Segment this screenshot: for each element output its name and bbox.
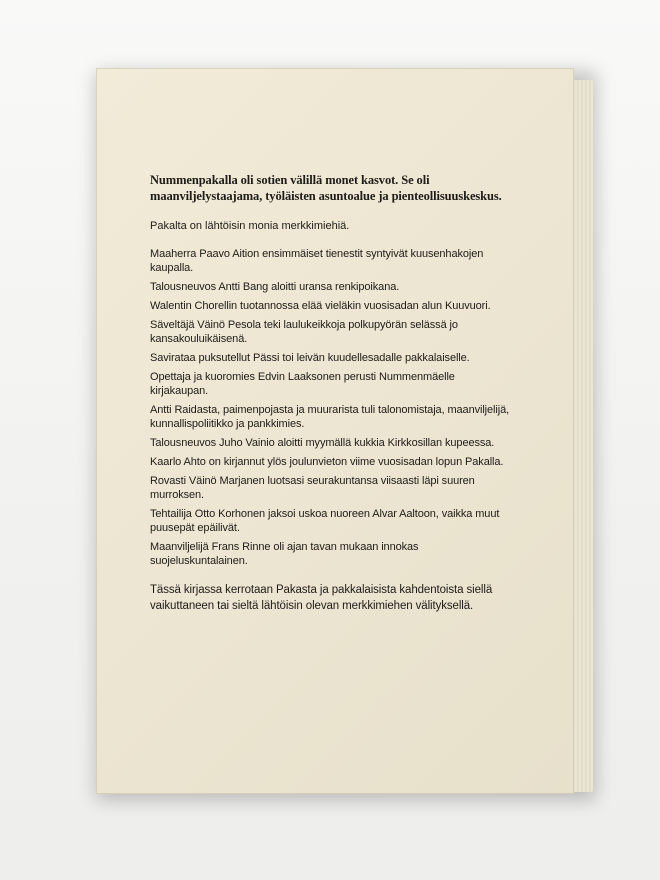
list-item: Talousneuvos Juho Vainio aloitti myymällä kukkia Kirkkosillan kupeessa. (150, 437, 495, 449)
back-cover-text (150, 172, 510, 614)
list-item: Säveltäjä Väinö Pesola teki laulukeikkoja polkupyörän selässä jo kansakouluikäisenä. (150, 319, 458, 345)
lead-line: Pakalta on lähtöisin monia merkkimiehiä. (150, 220, 350, 232)
list-item: Maanviljelijä Frans Rinne oli ajan tavan mukaan innokas suojeluskuntalainen. (150, 541, 419, 567)
list-item: Maaherra Paavo Aition ensimmäiset tienestit syntyivät kuusenhakojen kaupalla. (150, 248, 484, 274)
notable-people-list (150, 247, 510, 568)
list-item: Savirataa puksutellut Pässi toi leivän kuudellesadalle pakkalaiselle. (150, 352, 470, 364)
list-item: Antti Raidasta, paimenpojasta ja muurarista tuli talonomistaja, maanviljelijä, kunnallispoliitikko ja pankkimies. (150, 404, 510, 430)
list-item: Walentin Chorellin tuotannossa elää vieläkin vuosisadan alun Kuuvuori. (150, 300, 491, 312)
intro-paragraph: Nummenpakalla oli sotien välillä monet kasvot. Se oli maanviljelystaajama, työläisten asuntoalue ja pienteollisuuskeskus. (150, 173, 502, 203)
list-item: Rovasti Väinö Marjanen luotsasi seurakuntansa viisaasti läpi suuren murroksen. (150, 475, 475, 501)
list-item: Opettaja ja kuoromies Edvin Laaksonen perusti Nummenmäelle kirjakaupan. (150, 371, 455, 397)
list-item: Talousneuvos Antti Bang aloitti uransa renkipoikana. (150, 281, 400, 293)
list-item: Tehtailija Otto Korhonen jaksoi uskoa nuoreen Alvar Aaltoon, vaikka muut puusepät epäilivät. (150, 508, 500, 534)
closing-paragraph: Tässä kirjassa kerrotaan Pakasta ja pakkalaisista kahdentoista siellä vaikuttaneen tai sieltä lähtöisin olevan merkkimiehen välityksellä. (150, 584, 493, 612)
list-item: Kaarlo Ahto on kirjannut ylös joulunvieton viime vuosisadan lopun Pakalla. (150, 456, 504, 468)
